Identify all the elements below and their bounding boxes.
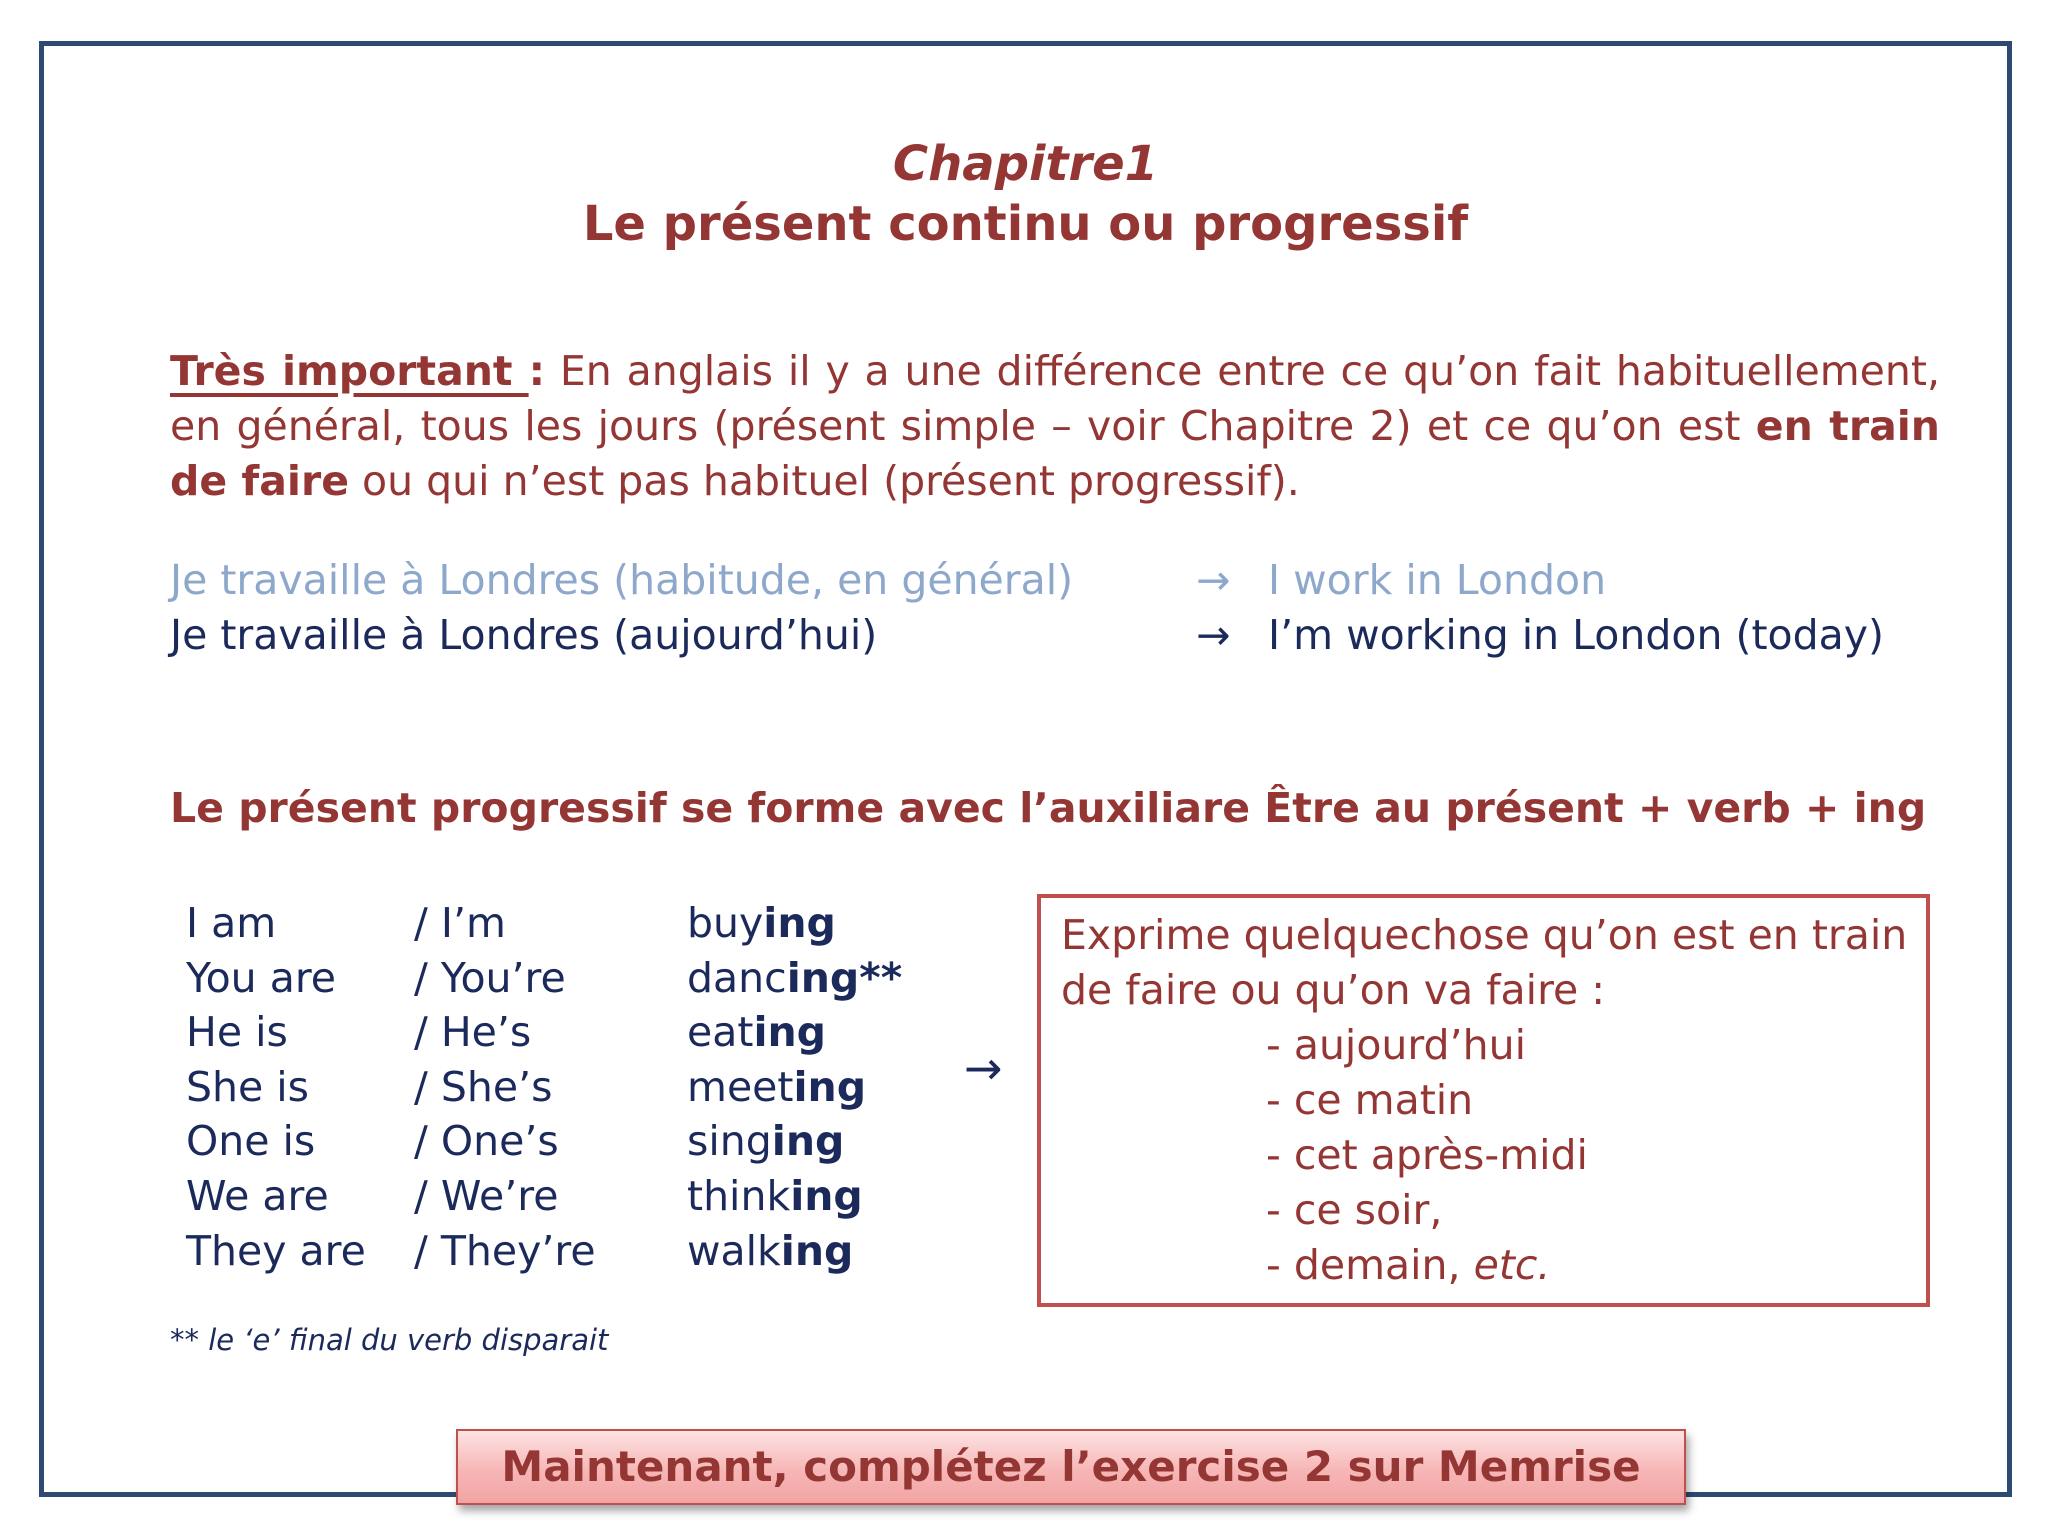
intro-paragraph — [170, 344, 1940, 509]
slide-frame — [39, 41, 2012, 1497]
intro-text-1: En anglais il y a une différence entre ce qu’on fait habituellement, en général, tous les jours (présent simple – voir Chapitre 2) et ce qu’on est — [170, 347, 1940, 450]
usage-item: - ce matin — [1266, 1076, 1474, 1124]
intro-emphasis: en train de faire — [170, 402, 1940, 505]
usage-box — [1037, 894, 1930, 1307]
chapter-title: Chapitre1 — [892, 136, 1159, 192]
pronoun: One is — [186, 1117, 316, 1166]
pronoun: He is — [186, 1008, 288, 1057]
intro-label: Très important — [170, 347, 529, 395]
contraction: / They’re — [414, 1226, 596, 1275]
usage-item-etc: etc. — [1473, 1241, 1551, 1289]
verb — [687, 1114, 902, 1169]
contraction: / One’s — [414, 1117, 559, 1166]
verb — [687, 1169, 902, 1224]
page-title: Le présent continu ou progressif — [582, 196, 1469, 252]
pronoun: They are — [186, 1226, 366, 1275]
verb — [687, 1224, 902, 1279]
box-line-1: Exprime quelquechose qu’on est en train — [1061, 911, 1908, 959]
verb — [687, 1060, 902, 1115]
pronoun: We are — [186, 1171, 329, 1220]
verb-stem: walk — [687, 1226, 781, 1275]
contraction: / You’re — [414, 953, 566, 1002]
arrow-icon: → — [1196, 611, 1231, 659]
verb — [687, 1005, 902, 1060]
usage-item: - ce soir, — [1266, 1186, 1443, 1234]
box-line-2: de faire ou qu’on va faire : — [1061, 966, 1606, 1014]
contraction: / We’re — [414, 1171, 559, 1220]
intro-colon: : — [528, 347, 546, 395]
verb-stem: buy — [687, 899, 764, 947]
pronoun-column — [186, 896, 366, 1278]
usage-item: - aujourd’hui — [1266, 1021, 1526, 1069]
verb-suffix: ing — [780, 1226, 854, 1275]
pronoun: I am — [186, 899, 277, 947]
verb-stem: meet — [687, 1062, 794, 1111]
verb — [687, 951, 902, 1006]
verb-stem: think — [687, 1171, 791, 1220]
contraction-column — [414, 896, 596, 1278]
arrow-icon: → — [964, 1041, 1003, 1095]
verb-stem: eat — [687, 1008, 754, 1057]
verb — [687, 896, 902, 951]
contraction: / I’m — [414, 899, 506, 947]
usage-item-text: - demain, — [1266, 1241, 1474, 1289]
verb-suffix: ing — [790, 1171, 863, 1220]
verb-suffix: ing** — [786, 953, 903, 1002]
verb-stem: danc — [687, 953, 787, 1002]
footnote: ** le ‘e’ final du verb disparait — [170, 1323, 609, 1357]
exercise-button[interactable]: Maintenant, complétez l’exercise 2 sur Memrise — [456, 1429, 1686, 1505]
example-en-2: I’m working in London (today) — [1268, 611, 1885, 659]
example-fr-1: Je travaille à Londres (habitude, en général) — [170, 556, 1074, 604]
verb-column — [687, 896, 902, 1278]
pronoun: You are — [186, 953, 337, 1002]
usage-item — [1266, 1241, 1550, 1289]
verb-suffix: ing — [763, 899, 836, 947]
example-en-1: I work in London — [1268, 556, 1607, 604]
verb-suffix: ing — [793, 1062, 867, 1111]
arrow-icon: → — [1196, 556, 1231, 604]
intro-text-2: ou qui n’est pas habituel (présent progressif). — [349, 457, 1300, 505]
pronoun: She is — [186, 1062, 310, 1111]
example-fr-2: Je travaille à Londres (aujourd’hui) — [170, 611, 878, 659]
verb-suffix: ing — [771, 1117, 845, 1166]
verb-stem: sing — [687, 1117, 772, 1166]
rule-heading: Le présent progressif se forme avec l’auxiliare Être au présent + verb + ing — [170, 784, 1927, 832]
contraction: / She’s — [414, 1062, 553, 1111]
verb-suffix: ing — [753, 1008, 827, 1057]
contraction: / He’s — [414, 1008, 532, 1057]
usage-item: - cet après-midi — [1266, 1131, 1588, 1179]
